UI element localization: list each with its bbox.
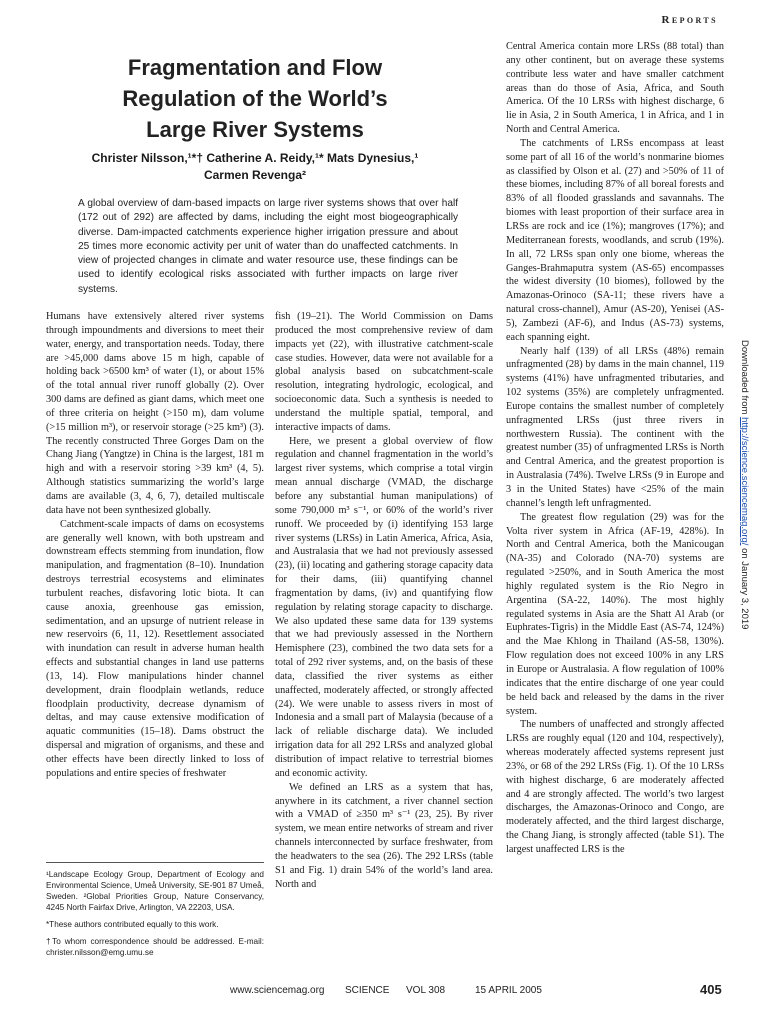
body-paragraph: The numbers of unaffected and strongly affected LRSs are roughly equal (120 and 104, respectively), whereas moderately affected systems represent just 23%, or 68 of the 292 LRSs (Fig. 1). Of the 10 LRSs with highest discharge, 6 are moderately affected and 4 are strongly affected. The world’s two largest discharges, the Amazonas-Orinoco and Congo, are moderately affected, and the third largest discharge, the Chang Jiang, is strongly affected (table S1). The largest unaffected LRS is the [506, 719, 724, 855]
footer-journal: SCIENCE [345, 985, 390, 996]
download-watermark [739, 340, 750, 629]
footer-url: www.sciencemag.org [230, 985, 325, 996]
body-paragraph: Catchment-scale impacts of dams on ecosystems are generally well known, with both upstream and downstream effects stemming from inundation, flow manipulation, and fragmentation (8–10). Inundation destroys terrestrial ecosystems and eliminates turbulent reaches, disfavoring lotic biota. It can cause anoxia, greenhouse gas emission, sedimentation, and an upsurge of nutrient release in new reservoirs (6, 11, 12). Resettlement associated with inundation can result in adverse human health effects and substantial changes in land use patterns (13, 14). Flow manipulations hinder channel development, drain floodplain wetlands, reduce floodplain productivity, decrease dynamism of deltas, and may cause extensive modification of aquatic communities (15–18). Dams obstruct the dispersal and migration of organisms, and these and other effects have been directly linked to loss of populations and entire species of freshwater [46, 518, 264, 779]
correspondence-footnote: †To whom correspondence should be addressed. E-mail: christer.nilsson@emg.umu.se [46, 937, 264, 957]
body-paragraph: fish (19–21). The World Commission on Dams produced the most comprehensive review of dam impacts yet (22), with illustrative catchment-scale case studies. However, data were not available for a global analysis based on subcatchment-scale resolution, integrating hydrologic, ecological, and socioeconomic data. Such a synthesis is needed to understand the multiple spatial, temporal, and interactive impacts of dams. [275, 311, 493, 433]
title-line: Fragmentation and Flow [127, 55, 383, 80]
download-link[interactable]: http://science.sciencemag.org/ [739, 417, 750, 546]
download-suffix: on January 3, 2019 [739, 545, 750, 630]
abstract: A global overview of dam-based impacts on large river systems shows that over half (172 out of 292) are affected by dams, including the eight most biogeographically diverse. Dam-impacted catchments experience higher irrigation pressure and about 25 times more economic activity per unit of water than do unaffected catchments. In view of projected changes in climate and water resource use, these findings can be used to identify ecological risks associated with further impacts on large river systems. [78, 198, 458, 295]
section-label: Reports [661, 14, 718, 26]
article-title [60, 52, 450, 145]
body-paragraph: Central America contain more LRSs (88 total) than any other continent, but on average these systems contribute less water and have smaller catchment areas than do those of Asia, Africa, and South America. Of the 10 LRSs with highest discharge, 6 lie in Asia, 2 in South America, 1 in Africa, and 1 in North and Central America. [506, 41, 724, 136]
footer-date: 15 APRIL 2005 [475, 985, 542, 996]
author-list [60, 150, 450, 184]
body-paragraph: Humans have extensively altered river systems through impoundments and diversions to meet their water, energy, and transportation needs. Today, there are >45,000 dams above 15 m high, capable of holding back >6500 km³ of water (1), or about 15% of the total annual river runoff globally (2). Over 300 dams are defined as giant dams, which meet one of three criteria on height (>150 m), dam volume (>15 million m³), or reservoir storage (>25 km³) (3). The recently constructed Three Gorges Dam on the Chang Jiang (Yangtze) in China is the largest, 181 m high and with a reservoir storing >39 km³ (4, 5). Although statistics summarizing the world’s large dams are available (3, 4, 6, 7), detailed multiscale data have not been synthesized globally. [46, 311, 264, 516]
footer-volume: VOL 308 [406, 985, 446, 996]
body-paragraph: The greatest flow regulation (29) was for the Volta river system in Africa (AF-19, 428%). In North and Central America, both the Manicougan (NA-35) and Colorado (NA-70) systems are regulated >250%, and in South America the most highly regulated system is the Rio Negro in Argentina (SA-22, 140%). The most highly regulated systems in Asia are the Shatt Al Arab (or Euphrates-Tigris) in the Middle East (AS-74, 124%) and the Mae Khlong in Thailand (AS-58, 130%). Flow regulation does not exceed 100% in any LRS in Europe or Australasia. A flow regulation of 100% indicates that the entire discharge of one year could be held back and released by the dams in the river system. [506, 511, 724, 717]
body-column-middle [275, 310, 493, 891]
equal-contribution-footnote: *These authors contributed equally to this work. [46, 920, 219, 929]
title-line: Large River Systems [146, 117, 364, 142]
body-paragraph: We defined an LRS as a system that has, anywhere in its catchment, a river channel section with a VMAD of ≥350 m³ s⁻¹ (23, 25). By river system, we mean entire networks of stream and river channels interconnected by surface freshwater, from the headwaters to the sea (26). The 292 LRSs (table S1 and Fig. 1) drain 54% of the world’s land area. North and [275, 781, 493, 890]
body-column-right [506, 40, 724, 857]
body-paragraph: Here, we present a global overview of flow regulation and channel fragmentation in the world’s largest river systems, which comprise a total virgin mean annual discharge (VMAD, the discharge before any substantial human manipulations) of some 790,000 m³ s⁻¹, or 60% of the world’s river runoff. We proceeded by (i) identifying 153 large river systems (LRSs) in Latin America, Africa, Asia, and Australasia that we had not previously assessed (23), (ii) locating and gathering storage capacity data for their dams, (iii) quantifying channel fragmentation by dams, (iv) and quantifying flow regulation by relating storage capacity to discharge. We also updated these same data for 139 systems that we had previously assessed in the Northern Hemisphere (23), combined the two data sets for a total of 292 river systems, and, on the basis of these data, classified the river systems as either unaffected, moderately affected, or strongly affected (24). We were unable to assess rivers in most of Indonesia and a small part of Malaysia (because of a lack of reliable discharge data). We included irrigation data for all 292 LRSs and analyzed global distribution of impact relative to terrestrial biomes and economic activity. [275, 435, 493, 779]
author-line: Christer Nilsson,¹*† Catherine A. Reidy,¹* Mats Dynesius,¹ [91, 151, 419, 165]
author-line: Carmen Revenga² [203, 168, 307, 182]
body-paragraph: Nearly half (139) of all LRSs (48%) remain unfragmented (28) by dams in the main channel, 119 systems (41%) have unfragmented tributaries, and 102 systems (35%) are completely unfragmented. Europe contains the smallest number of completely unfragmented LRSs (just three rivers in northwestern Russia). The continent with the greatest number (35) of unfragmented LRSs is North and Central America, and the greatest proportion is in Australasia (74%). Twelve LRSs (9 in Europe and 3 in the United States) have <25% of the main channel’s length left unfragmented. [506, 345, 724, 509]
title-line: Regulation of the World’s [122, 86, 388, 111]
body-column-left [46, 310, 264, 781]
page-number: 405 [700, 982, 722, 997]
body-paragraph: The catchments of LRSs encompass at least some part of all 16 of the world’s nonmarine biomes as classified by Olson et al. (27) and >50% of 11 of these biomes, including 87% of all boreal forests and 83% of all flooded grasslands and savannahs. The biomes with least proportion of their surface area in LRSs are rock and ice (1%); mangroves (17%); and Mediterranean forests, woodlands, and scrub (19%). In all, 72 LRSs span only one biome, whereas the Ganges-Brahmaputra system (AS-65) encompasses the widest diversity (10 biomes), followed by the Amazonas-Orinoco (SA-11; these rivers have a natural cross-channel), Amur (AS-20), Yenisei (AS-5), Zambezi (AF-6), and Indus (AS-73) systems, each spanning eight. [506, 137, 724, 343]
download-prefix: Downloaded from [739, 340, 750, 418]
footnotes [46, 862, 264, 964]
affiliations-footnote: ¹Landscape Ecology Group, Department of Ecology and Environmental Science, Umeå University, SE-901 87 Umeå, Sweden. ²Global Priorities Group, Nature Conservancy, 4245 North Fairfax Drive, Arlington, VA 22203, USA. [46, 870, 264, 912]
